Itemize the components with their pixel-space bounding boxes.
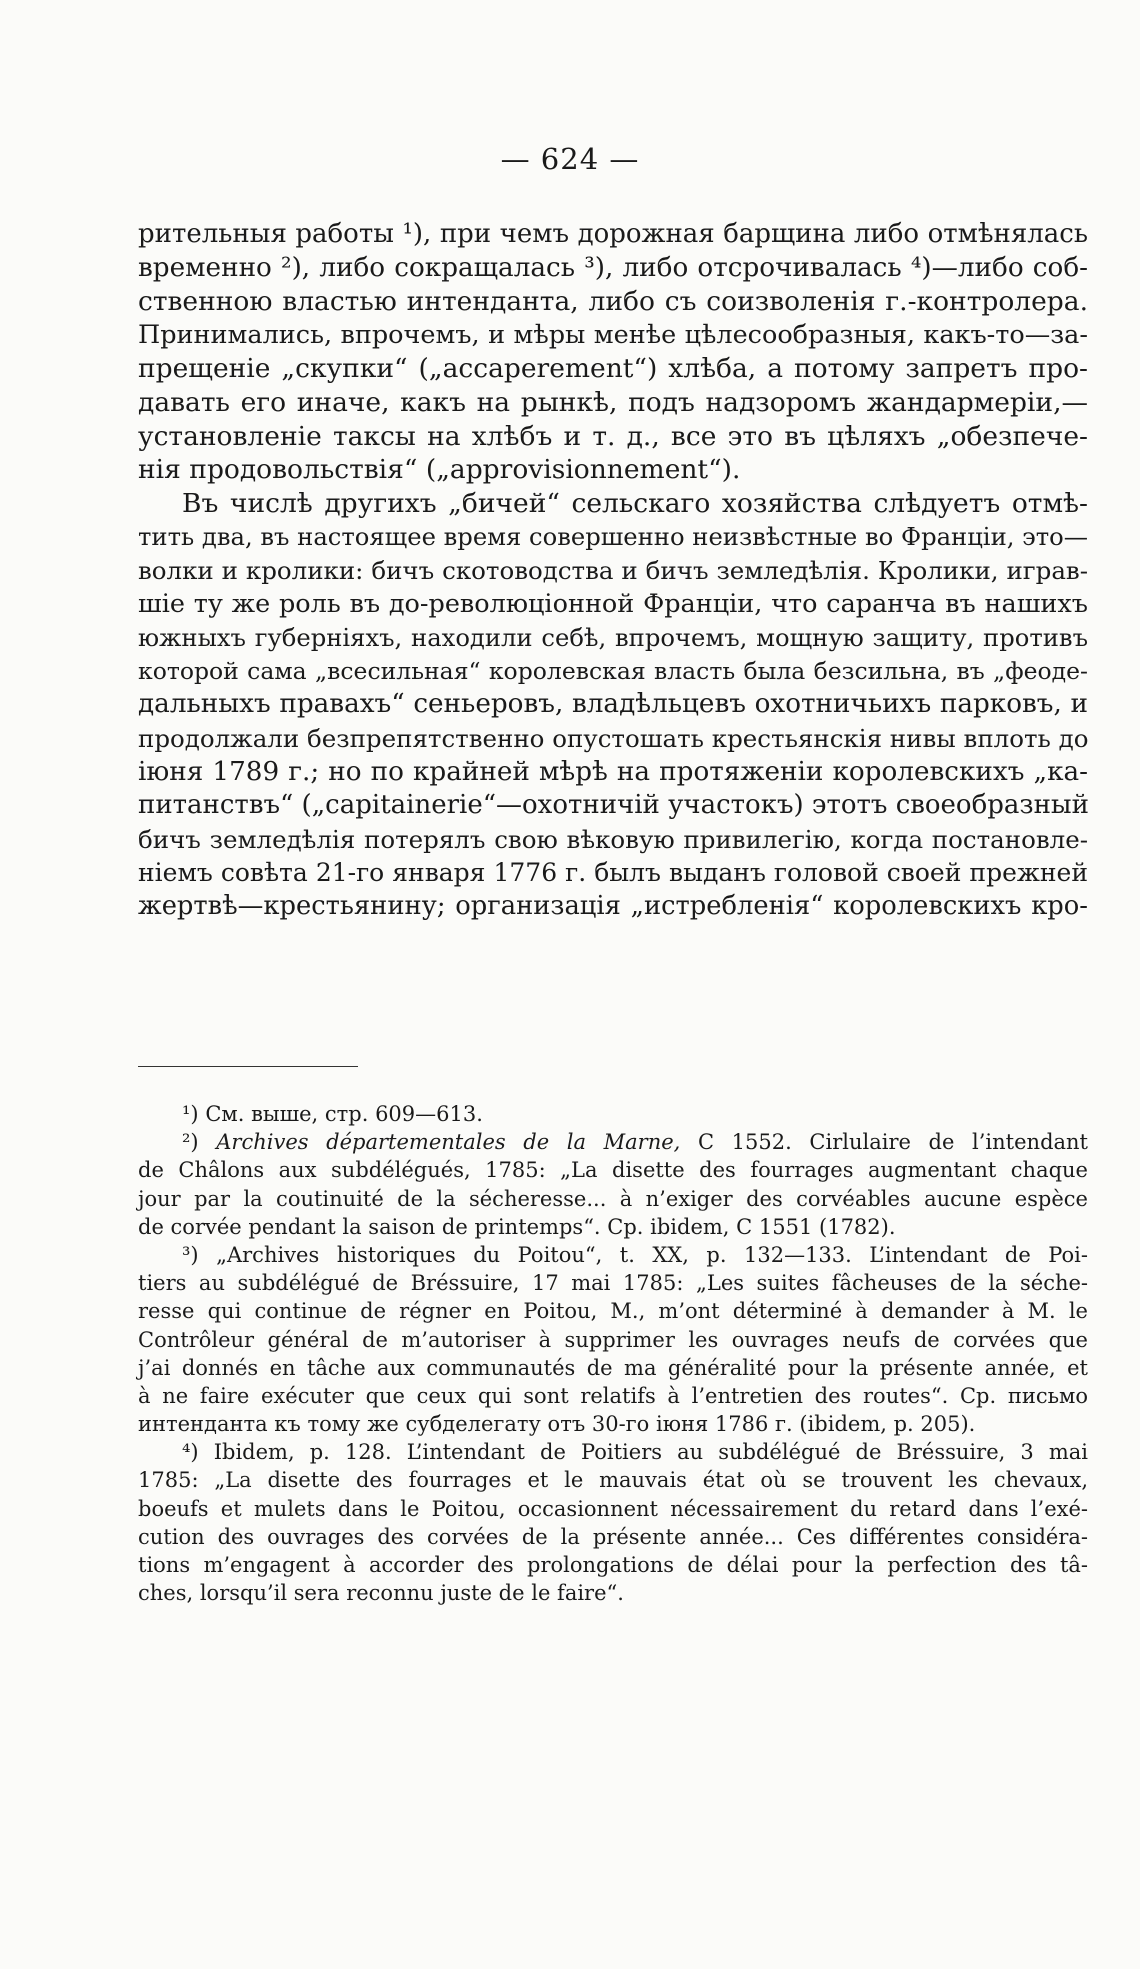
footnote-source: Archives départementales de la Marne, <box>216 1130 681 1155</box>
footnote-text: „Archives historiques du Poitou“, t. XX, p. 132—133. L’intendant de Poi- <box>216 1242 1088 1267</box>
body-line: іюня 1789 г.; но по крайней мѣрѣ на протяженіи королевскихъ „ка- <box>138 756 1088 787</box>
body-line: ственною властью интенданта, либо съ соизволенія г.-контролера. <box>138 286 1088 318</box>
footnote-line: ches, lorsqu’il sera reconnu juste de le faire“. <box>138 1581 624 1606</box>
body-line: прещеніе „скупки“ („accaperement“) хлѣба, а потому запретъ про- <box>138 353 1088 385</box>
footnote-line: boeufs et mulets dans le Poitou, occasionnent nécessairement du retard dans l’exé- <box>138 1496 1088 1521</box>
footnote-line: Contrôleur général de m’autoriser à supprimer les ouvrages neufs de corvées que <box>138 1327 1088 1352</box>
footnote-text: См. выше, стр. 609—613. <box>205 1102 483 1126</box>
body-line: временно ²), либо сокращалась ³), либо отсрочивалась ⁴)—либо соб- <box>138 252 1088 283</box>
footnote-1 <box>138 1100 1088 1128</box>
body-line: жертвѣ—крестьянину; организація „истребленія“ королевскихъ кро- <box>138 890 1088 921</box>
footnote-mark: ¹) <box>182 1102 199 1126</box>
footnote-2 <box>138 1128 1088 1156</box>
body-line: дальныхъ правахъ“ сеньеровъ, владѣльцевъ охотничьихъ парковъ, и <box>138 689 1088 720</box>
footnote-line: jour par la coutinuité de la sécheresse... à n’exiger des corvéables aucune espèce <box>138 1186 1088 1211</box>
page-number: — 624 — <box>500 142 640 176</box>
footnote-text: Ibidem, p. 128. L’intendant de Poitiers au subdélégué de Bréssuire, 3 mai <box>213 1440 1088 1465</box>
body-line: волки и кролики: бичъ скотоводства и бичъ земледѣлія. Кролики, играв- <box>138 555 1088 585</box>
footnote-line: tions m’engagent à accorder des prolongations de délai pour la perfection des tâ- <box>138 1553 1088 1577</box>
body-line: тить два, въ настоящее время совершенно неизвѣстные во Франціи, это— <box>138 522 1088 552</box>
body-line: бичъ земледѣлія потерялъ свою вѣковую привилегію, когда постановле- <box>138 824 1088 854</box>
footnote-text: C 1552. Cirlulaire de l’intendant <box>697 1130 1088 1155</box>
body-text <box>138 218 1088 923</box>
body-line: которой сама „всесильная“ королевская власть была безсильна, въ „феоде- <box>138 656 1088 685</box>
footnote-4 <box>138 1438 1088 1466</box>
footnote-mark: ²) <box>182 1130 199 1155</box>
footnote-divider <box>138 1066 358 1067</box>
body-line: южныхъ губерніяхъ, находили себѣ, впрочемъ, мощную защиту, противъ <box>138 623 1088 653</box>
footnote-3 <box>138 1241 1088 1269</box>
footnotes <box>138 1100 1088 1607</box>
body-line: ніемъ совѣта 21-го января 1776 г. былъ выданъ головой своей прежней <box>138 858 1088 888</box>
footnote-line: tiers au subdélégué de Bréssuire, 17 mai 1785: „Les suites fâcheuses de la séche- <box>138 1271 1088 1296</box>
footnote-line: de Châlons aux subdélégués, 1785: „La disette des fourrages augmentant chaque <box>138 1158 1088 1183</box>
footnote-line: à ne faire exécuter que ceux qui sont relatifs à l’entretien des routes“. Ср. письмо <box>138 1383 1088 1408</box>
body-line: установленіе таксы на хлѣбъ и т. д., все это въ цѣляхъ „обезпече- <box>138 420 1088 452</box>
footnote-mark: ³) <box>182 1242 199 1267</box>
body-line: Въ числѣ другихъ „бичей“ сельскаго хозяйства слѣдуетъ отмѣ- <box>182 487 1088 519</box>
body-line: питанствъ“ („capitainerie“—охотничій участокъ) этотъ своеобразный <box>138 790 1089 821</box>
body-line: продолжали безпрепятственно опустошать крестьянскія нивы вплоть до <box>138 723 1089 753</box>
footnote-line: интенданта къ тому же субделегату отъ 30-го іюня 1786 г. (ibidem, p. 205). <box>138 1412 976 1437</box>
body-line: давать его иначе, какъ на рынкѣ, подъ надзоромъ жандармеріи,— <box>138 386 1088 418</box>
footnote-line: resse qui continue de régner en Poitou, M., m’ont déterminé à demander à M. le <box>138 1299 1088 1324</box>
body-line: нія продовольствія“ („approvisionnement“). <box>138 454 741 486</box>
footnote-mark: ⁴) <box>182 1440 199 1465</box>
footnote-line: cution des ouvrages des corvées de la présente année... Ces différentes considéra- <box>138 1524 1088 1549</box>
body-line: шіе ту же роль въ до-революціонной Франціи, что саранча въ нашихъ <box>138 588 1088 619</box>
footnote-line: j’ai donnés en tâche aux communautés de ma généralité pour la présente année, et <box>138 1355 1088 1380</box>
body-line: рительныя работы ¹), при чемъ дорожная барщина либо отмѣнялась <box>138 219 1088 249</box>
footnote-line: 1785: „La disette des fourrages et le mauvais état où se trouvent les chevaux, <box>138 1468 1088 1493</box>
footnote-line: de corvée pendant la saison de printemps“. Ср. ibidem, C 1551 (1782). <box>138 1214 896 1239</box>
body-line: Принимались, впрочемъ, и мѣры менѣе цѣлесообразныя, какъ-то—за- <box>138 319 1088 350</box>
